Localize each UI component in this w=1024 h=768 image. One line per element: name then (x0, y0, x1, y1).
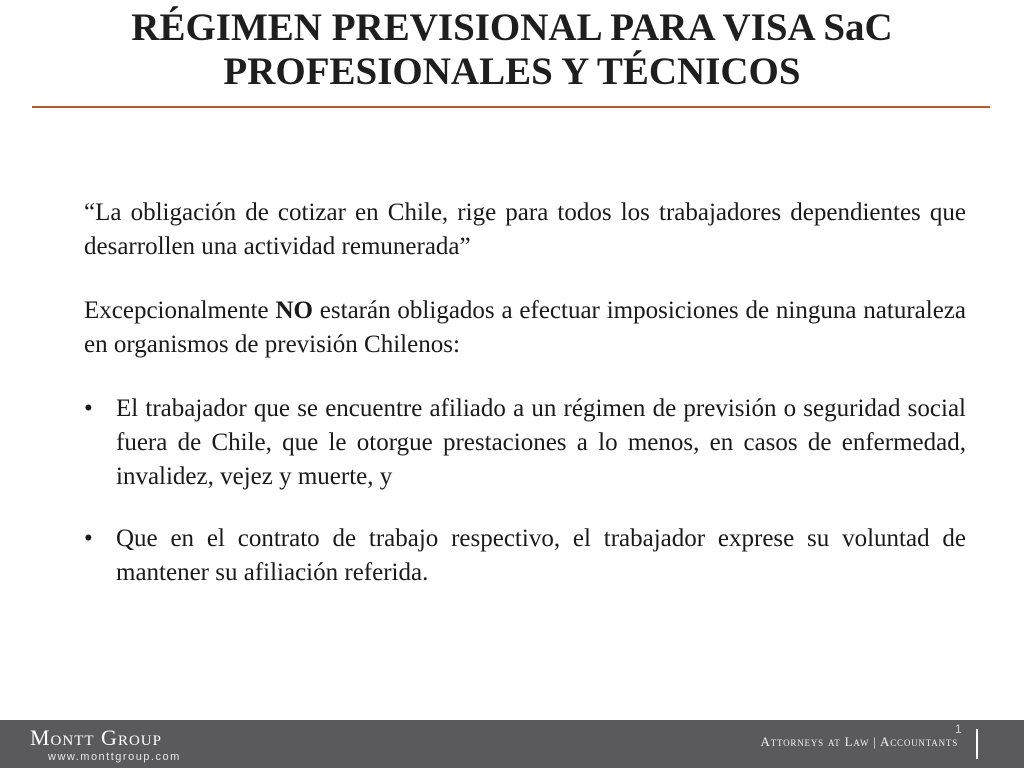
exception-paragraph (84, 294, 966, 362)
page-number: 1 (955, 722, 962, 736)
exception-text-start: Excepcionalmente (84, 297, 276, 324)
title-underline (32, 106, 990, 108)
slide-body (84, 196, 966, 618)
company-url: www.monttgroup.com (48, 751, 181, 763)
quote-paragraph: “La obligación de cotizar en Chile, rige para todos los trabajadores dependientes que desarrollen una actividad remunerada” (84, 199, 966, 260)
exception-text-end: estarán obligados a efectuar imposiciones de ninguna naturaleza en organismos de previsión Chilenos: (84, 297, 966, 358)
company-logo: Montt Group (30, 725, 162, 750)
slide-title-line-2: PROFESIONALES Y TÉCNICOS (223, 50, 801, 93)
footer-divider (976, 729, 978, 759)
slide-title (32, 6, 992, 94)
exception-emphasis: NO (275, 297, 313, 324)
bullet-text: El trabajador que se encuentre afiliado a un régimen de previsión o seguridad social fuera de Chile, que le otorgue prestaciones a lo menos, en casos de enfermedad, invalidez, vejez y muerte, y (116, 395, 966, 490)
bullet-marker: • (84, 395, 93, 422)
slide-title-line-1: RÉGIMEN PREVISIONAL PARA VISA SaC (131, 6, 893, 49)
slide-footer (0, 720, 1024, 768)
company-tagline: Attorneys at Law | Accountants (760, 734, 958, 749)
bullet-text: Que en el contrato de trabajo respectivo, el trabajador exprese su voluntad de mantener su afiliación referida. (116, 525, 966, 586)
bullet-marker: • (84, 525, 93, 552)
bullet-item (84, 522, 966, 590)
bullet-item (84, 392, 966, 494)
